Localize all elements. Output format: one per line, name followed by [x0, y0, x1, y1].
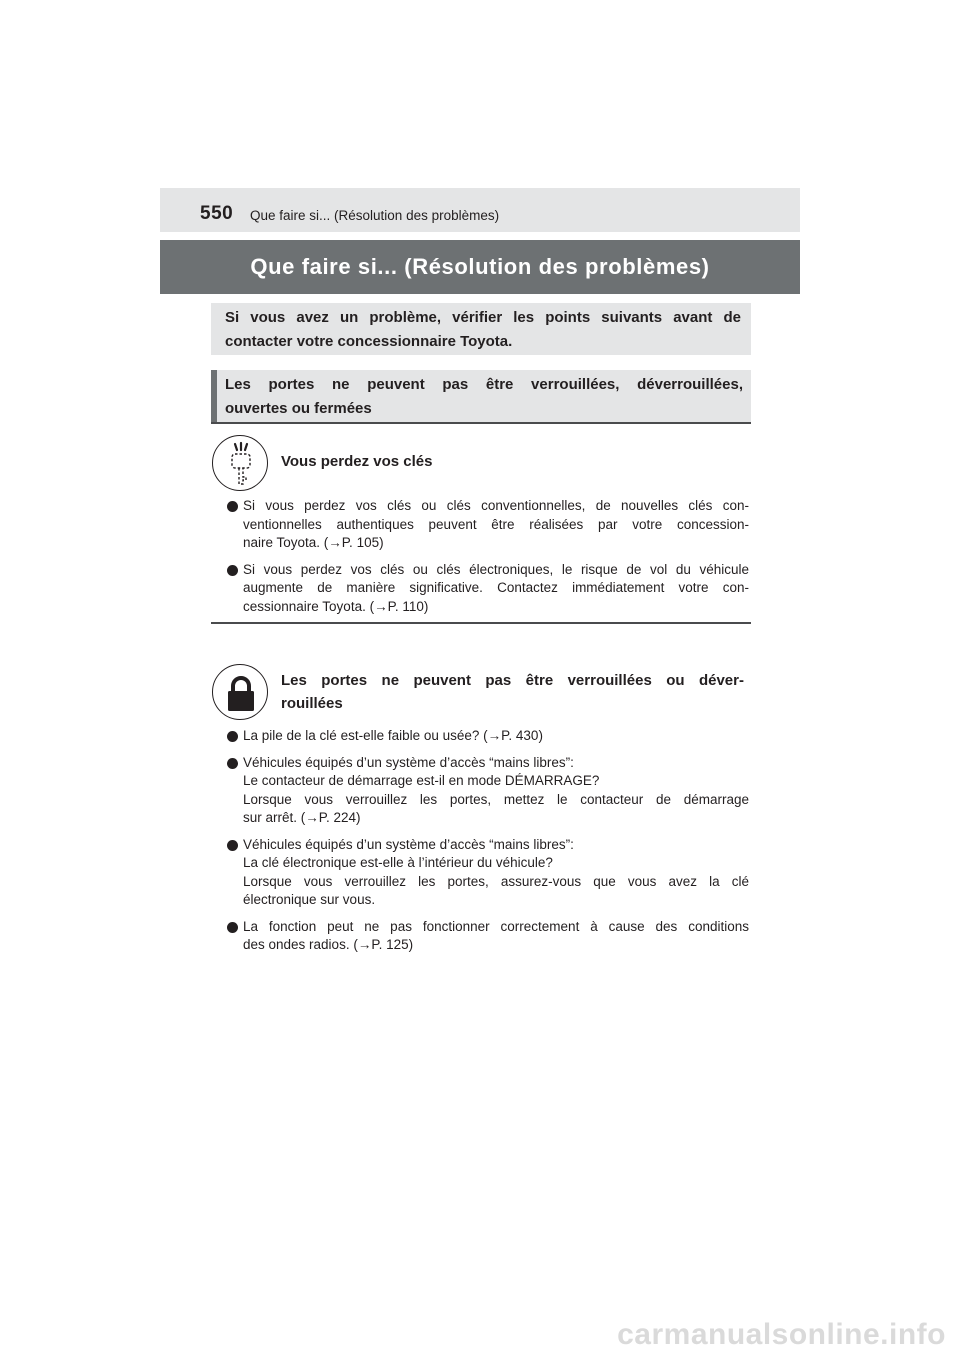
subsection-title: Vous perdez vos clés — [281, 453, 433, 470]
bullet-icon — [227, 922, 238, 933]
text-line: naire Toyota. (→P. 105) — [243, 535, 384, 550]
title-line: rouillées — [281, 695, 343, 712]
text-line: Le contacteur de démarrage est-il en mode DÉMARRAGE? — [243, 773, 600, 788]
text-line: La fonction peut ne pas fonctionner correctement à cause des conditions — [243, 918, 749, 934]
text-line: Lorsque vous verrouillez les portes, assurez-vous que vous avez la clé — [243, 873, 749, 889]
text-line: Véhicules équipés d’un système d’accès “mains libres”: — [243, 754, 574, 770]
text-line: augmente de manière significative. Contactez immédiatement votre con- — [243, 580, 749, 595]
text-line: La pile de la clé est-elle faible ou usée? (→P. 430) — [243, 728, 543, 743]
watermark: carmanualsonline.info — [617, 1318, 946, 1351]
intro-text — [225, 306, 741, 354]
subsection-rule — [211, 622, 751, 624]
page-number: 550 — [200, 203, 234, 224]
text-line: Si vous perdez vos clés ou clés électroniques, le risque de vol du véhicule — [243, 561, 749, 577]
chapter-title: Que faire si... (Résolution des problèmes) — [250, 254, 710, 279]
bullet-icon — [227, 758, 238, 769]
list-item — [227, 561, 749, 617]
text-line: des ondes radios. (→P. 125) — [243, 937, 414, 952]
subsection-title — [281, 669, 744, 715]
doors-lock-bullets — [227, 727, 749, 963]
section-title — [225, 373, 743, 421]
intro-line: Si vous avez un problème, vérifier les points suivants avant de — [225, 309, 741, 326]
lost-keys-bullets — [227, 497, 749, 624]
bullet-icon — [227, 565, 238, 576]
list-item — [227, 918, 749, 955]
bullet-icon — [227, 501, 238, 512]
padlock-icon — [212, 664, 268, 720]
section-line: ouvertes ou fermées — [225, 400, 372, 417]
text-line: La clé électronique est-elle à l’intérieur du véhicule? — [243, 855, 553, 870]
text-line: sur arrêt. (→P. 224) — [243, 810, 361, 825]
bullet-icon — [227, 731, 238, 742]
text-line: Lorsque vous verrouillez les portes, mettez le contacteur de démarrage — [243, 791, 749, 807]
text-line: Véhicules équipés d’un système d’accès “mains libres”: — [243, 836, 574, 852]
bullet-icon — [227, 840, 238, 851]
text-line: ventionnelles authentiques peuvent être réalisées par votre concession- — [243, 516, 749, 532]
list-item — [227, 497, 749, 553]
list-item — [227, 836, 749, 910]
text-line: électronique sur vous. — [243, 892, 376, 907]
list-item — [227, 727, 749, 746]
list-item — [227, 754, 749, 828]
text-line: cessionnaire Toyota. (→P. 110) — [243, 598, 429, 614]
text-line: Si vous perdez vos clés ou clés conventionnelles, de nouvelles clés con- — [243, 498, 749, 513]
title-line: Les portes ne peuvent pas être verrouillées ou déver- — [281, 672, 744, 689]
section-rule — [211, 422, 751, 424]
intro-line: contacter votre concessionnaire Toyota. — [225, 333, 513, 350]
section-line: Les portes ne peuvent pas être verrouillées, déverrouillées, — [225, 376, 743, 393]
running-title: Que faire si... (Résolution des problèmes) — [250, 208, 500, 223]
lost-key-icon — [212, 435, 268, 491]
